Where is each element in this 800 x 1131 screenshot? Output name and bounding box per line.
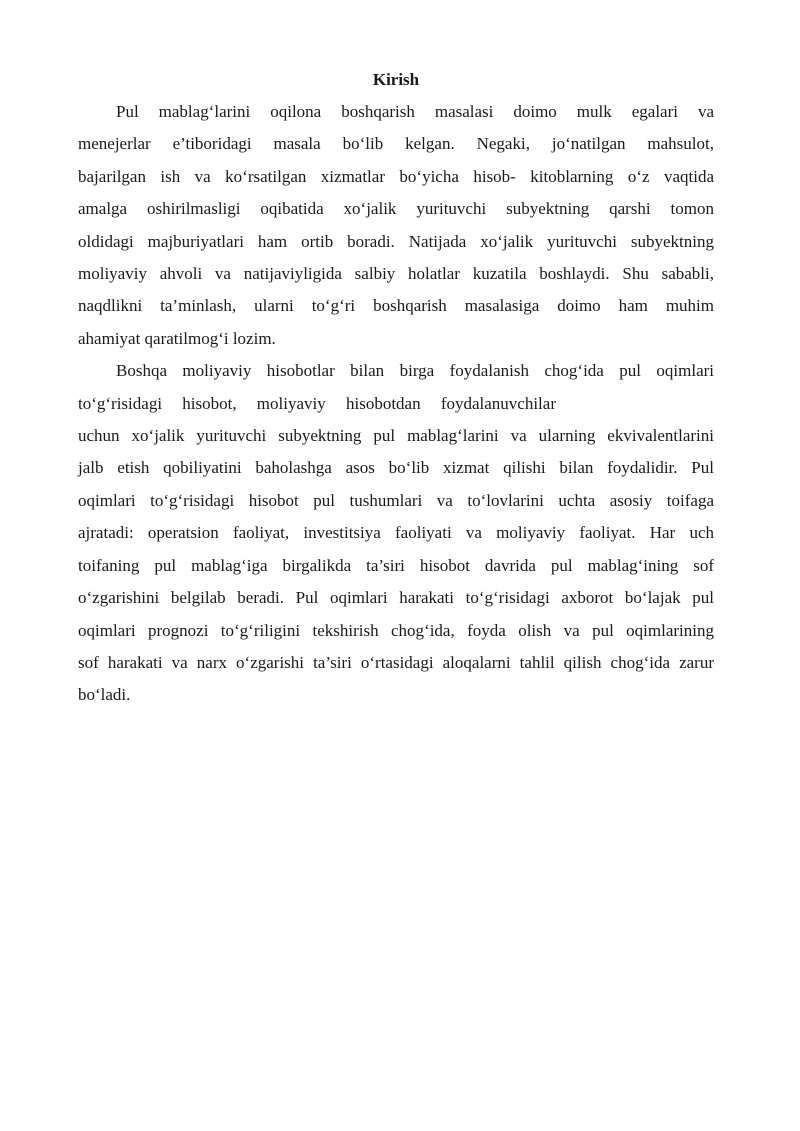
text-line: Pul mablag‘larini oqilona boshqarish masalasi doimo mulk egalari va — [116, 102, 714, 121]
text-line: ahamiyat qaratilmog‘i lozim. — [78, 328, 276, 348]
text-line: bo‘ladi. — [78, 685, 131, 705]
page-title: Kirish — [372, 70, 420, 89]
text-line: uchun xo‘jalik yurituvchi subyektning pul mablag‘larini va ularning ekvivalentlarini — [78, 426, 714, 446]
text-line: naqdlikni ta’minlash, ularni to‘g‘ri boshqarish masalasiga doimo ham muhim — [78, 296, 714, 316]
document-body — [78, 66, 714, 712]
text-line: ajratadi: operatsion faoliyat, investitsiya faoliyati va moliyaviy faoliyat. Har uch — [78, 523, 714, 543]
text-line: moliyaviy ahvoli va natijaviyligida salbiy holatlar kuzatila boshlaydi. Shu sababli, — [78, 264, 714, 284]
text-line: oqimlari prognozi to‘g‘riligini tekshirish chog‘ida, foyda olish va pul oqimlarining — [78, 620, 714, 640]
paragraph-1 — [78, 96, 714, 355]
text-line: menejerlar e’tiboridagi masala bo‘lib kelgan. Negaki, jo‘natilgan mahsulot, — [78, 134, 714, 154]
text-line: to‘g‘risidagi hisobot, moliyaviy hisobotdan foydalanuvchilar — [78, 393, 556, 413]
text-line: o‘zgarishini belgilab beradi. Pul oqimlari harakati to‘g‘risidagi axborot bo‘lajak pul — [78, 588, 714, 608]
text-line: Boshqa moliyaviy hisobotlar bilan birga foydalanish chog‘ida pul oqimlari — [116, 361, 714, 381]
text-line: sof harakati va narx o‘zgarishi ta’siri o‘rtasidagi aloqalarni tahlil qilish chog‘ida zarur — [78, 652, 714, 672]
text-line: toifaning pul mablag‘iga birgalikda ta’siri hisobot davrida pul mablag‘ining sof — [78, 555, 714, 575]
paragraph-2 — [78, 355, 714, 711]
text-line: oqimlari to‘g‘risidagi hisobot pul tushumlari va to‘lovlarini uchta asosiy toifaga — [78, 490, 714, 510]
text-line: oldidagi majburiyatlari ham ortib boradi. Natijada xo‘jalik yurituvchi subyektning — [78, 231, 714, 251]
text-line: bajarilgan ish va ko‘rsatilgan xizmatlar bo‘yicha hisob- kitoblarning o‘z vaqtida — [78, 166, 714, 186]
text-line: amalga oshirilmasligi oqibatida xo‘jalik yurituvchi subyektning qarshi tomon — [78, 199, 714, 219]
text-line: jalb etish qobiliyatini baholashga asos bo‘lib xizmat qilishi bilan foydalidir. Pul — [78, 458, 714, 478]
